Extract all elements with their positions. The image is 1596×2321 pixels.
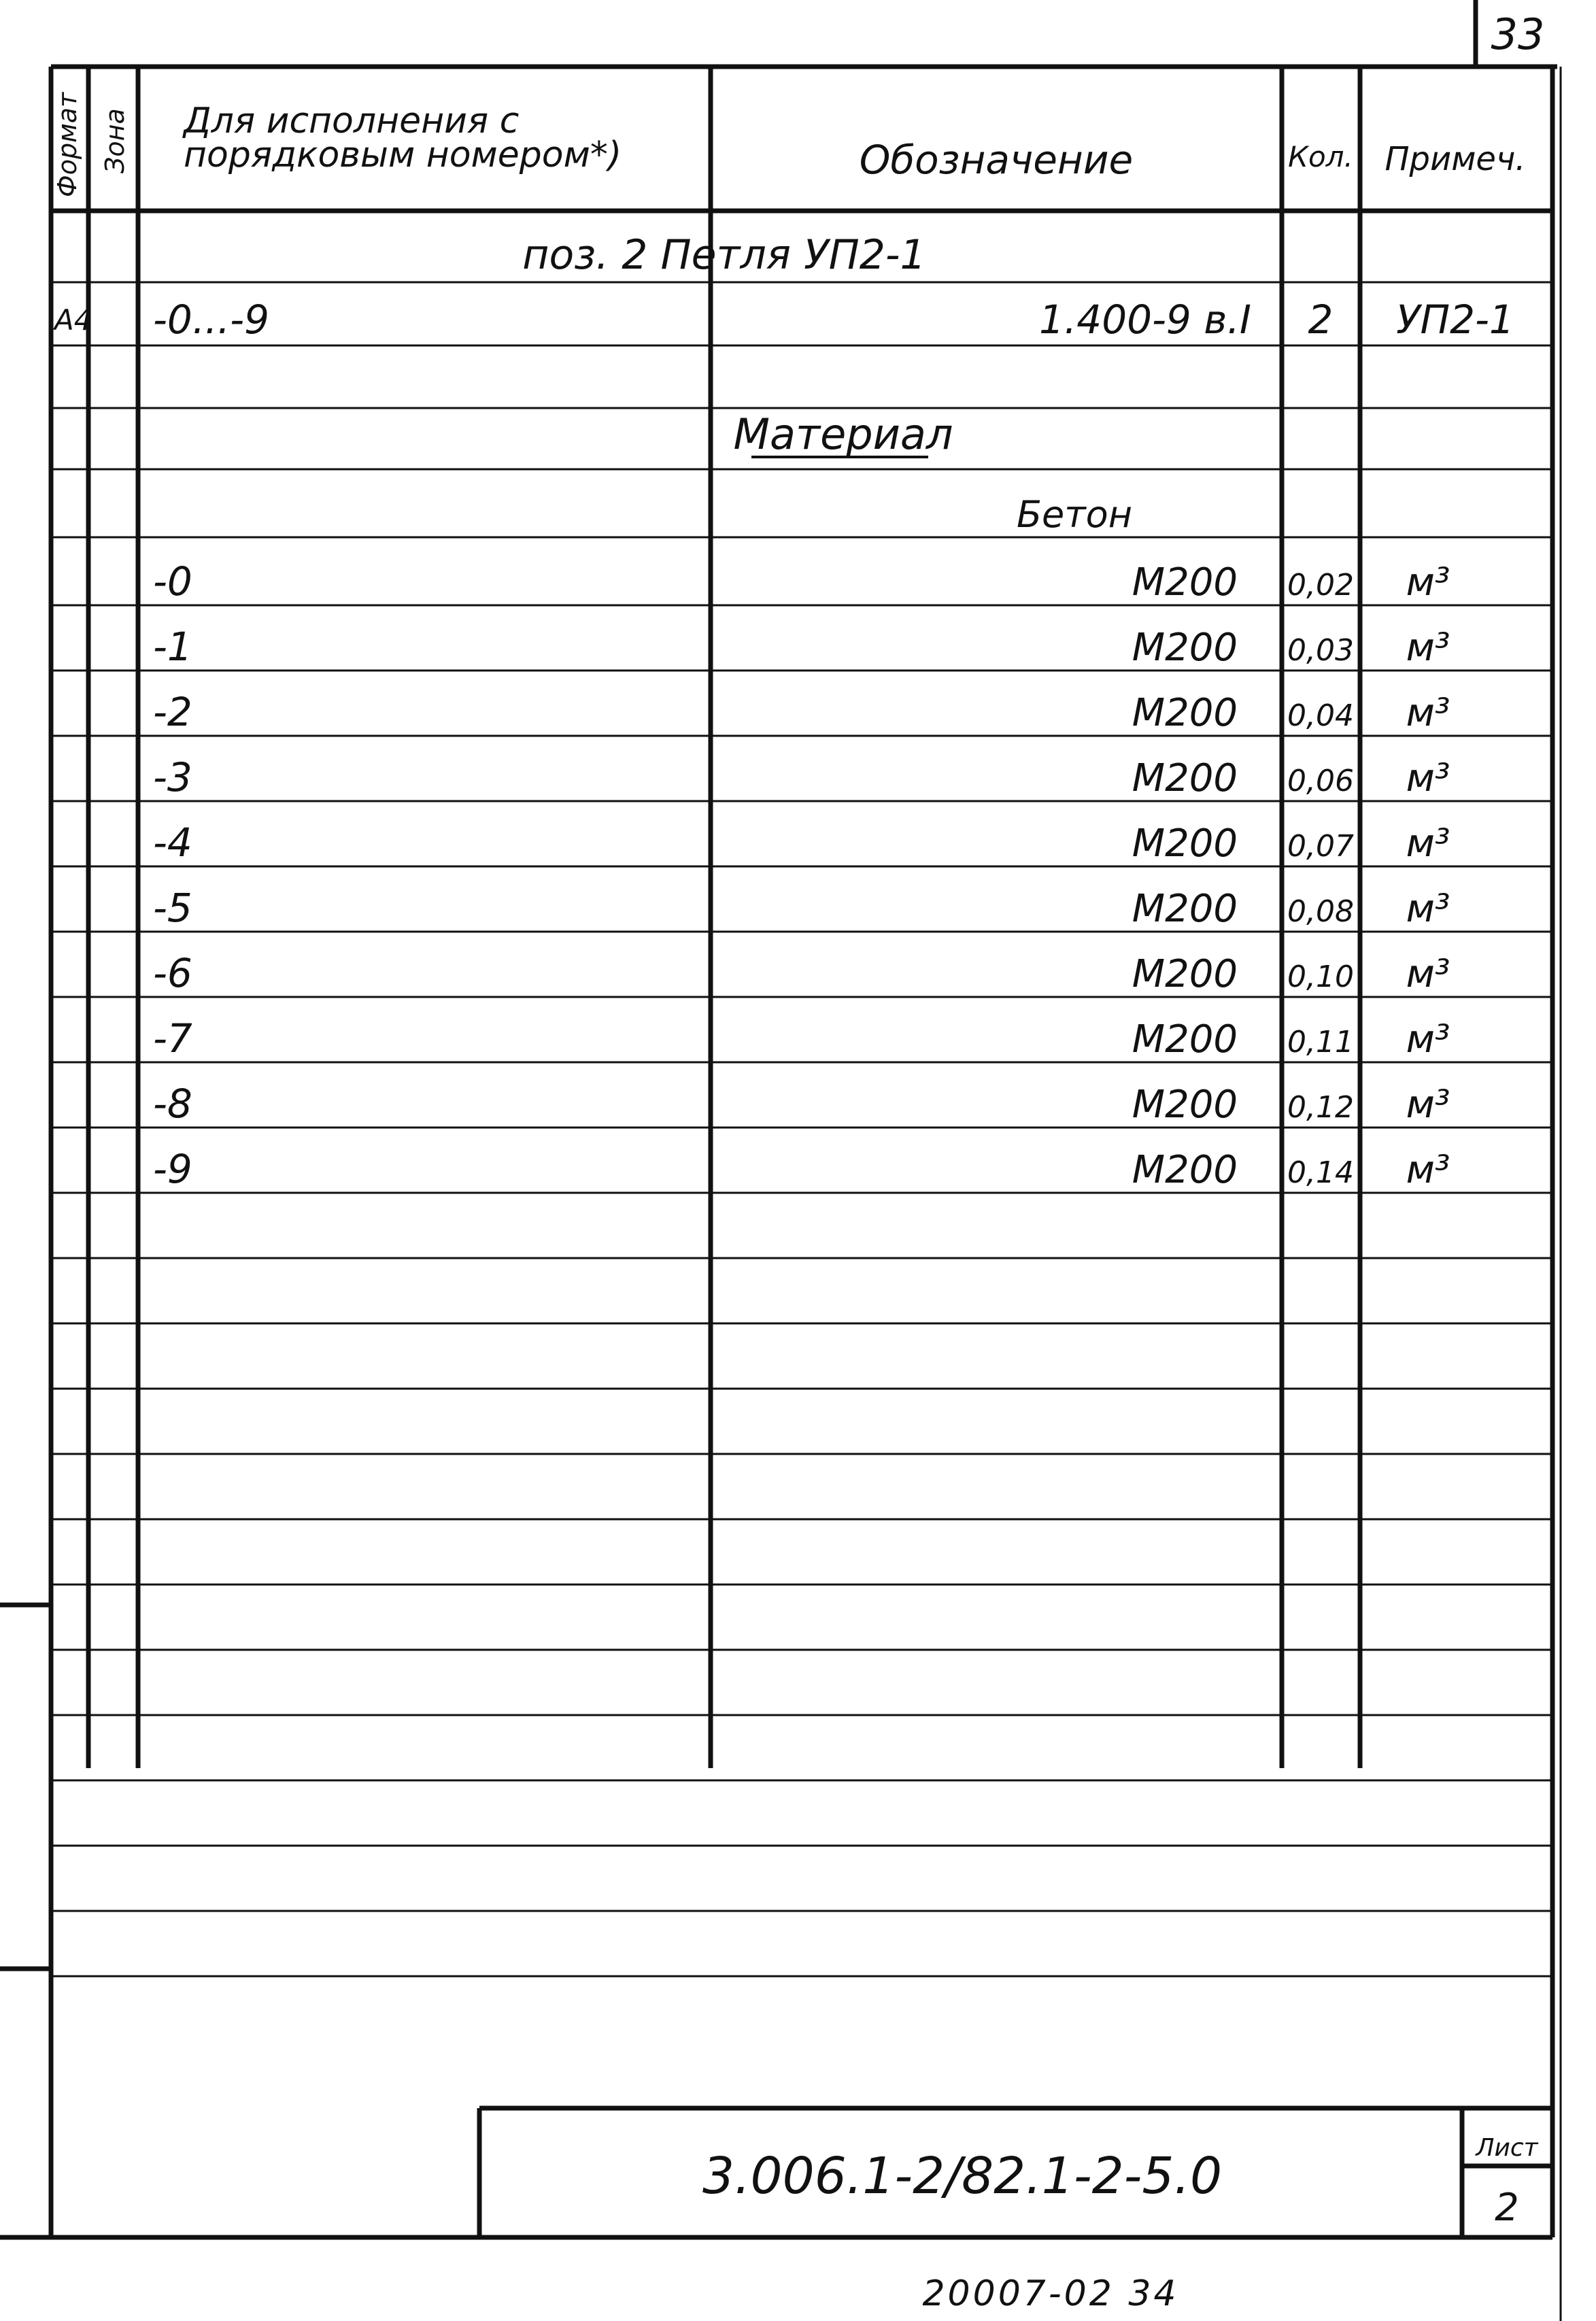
header-variant-line2: порядковым номером*)	[184, 135, 622, 175]
material-row-qty: 0,03	[1287, 633, 1354, 668]
sheet-number: 2	[1495, 2186, 1519, 2230]
material-row-variant: -8	[153, 1081, 192, 1127]
header-designation: Обозначение	[859, 137, 1134, 183]
material-row-designation: М200	[1132, 1017, 1238, 1062]
material-row-qty: 0,07	[1287, 829, 1354, 864]
material-row-designation: М200	[1132, 626, 1238, 670]
material-row	[153, 950, 1450, 996]
material-row-qty: 0,08	[1287, 894, 1354, 929]
header-qty: Кол.	[1288, 140, 1353, 173]
material-row-variant: -4	[153, 819, 192, 866]
material-row-note: м³	[1406, 560, 1450, 605]
material-row	[153, 819, 1450, 866]
section-title: поз. 2 Петля УП2-1	[522, 231, 926, 279]
material-row	[153, 558, 1450, 605]
header-format: Формат	[52, 92, 82, 197]
material-row-note: м³	[1406, 952, 1450, 996]
material-row-designation: М200	[1132, 691, 1238, 735]
corner-sheet-number: 33	[1491, 10, 1545, 59]
material-row-variant: -3	[153, 754, 192, 800]
material-row-designation: М200	[1132, 1148, 1238, 1192]
material-row	[153, 754, 1450, 800]
material-row-variant: -1	[153, 624, 192, 670]
material-row	[153, 624, 1450, 670]
material-row-variant: -0	[153, 558, 192, 605]
material-row-variant: -6	[153, 950, 192, 996]
material-row-note: м³	[1406, 1017, 1450, 1062]
document-code: 3.006.1-2/82.1-2-5.0	[702, 2147, 1223, 2205]
header-zone: Зона	[100, 108, 130, 173]
material-row-variant: -7	[153, 1015, 192, 1062]
main-row-qty: 2	[1308, 297, 1334, 343]
material-row	[153, 1146, 1450, 1192]
material-row-qty: 0,11	[1287, 1025, 1354, 1060]
material-row-designation: М200	[1132, 756, 1238, 800]
material-row-note: м³	[1406, 691, 1450, 735]
header-variant-line1: Для исполнения с	[184, 101, 520, 141]
sheet-label: Лист	[1476, 2134, 1538, 2162]
material-row	[153, 1015, 1450, 1062]
material-row-note: м³	[1406, 821, 1450, 866]
table-header	[52, 91, 1526, 197]
main-row	[52, 297, 1514, 343]
material-row-designation: М200	[1132, 1083, 1238, 1127]
material-row-qty: 0,10	[1287, 960, 1354, 994]
material-row-designation: М200	[1132, 560, 1238, 605]
material-row-note: м³	[1406, 887, 1450, 931]
main-row-variant: -0...-9	[153, 297, 269, 343]
main-row-format: А4	[54, 303, 92, 337]
footer-number: 20007-02 34	[922, 2273, 1179, 2314]
material-row-note: м³	[1406, 1083, 1450, 1127]
title-block	[479, 2108, 1552, 2237]
material-row-variant: -2	[153, 689, 192, 735]
material-heading-group	[733, 409, 1132, 536]
material-rows	[153, 558, 1450, 1192]
material-row-qty: 0,14	[1287, 1155, 1354, 1190]
material-row-note: м³	[1406, 756, 1450, 800]
material-row-qty: 0,12	[1287, 1090, 1354, 1125]
material-row-designation: М200	[1132, 887, 1238, 931]
material-row-variant: -5	[153, 885, 192, 931]
material-row-variant: -9	[153, 1146, 192, 1192]
main-row-designation: 1.400-9 в.I	[1038, 297, 1251, 343]
material-row-qty: 0,04	[1287, 698, 1354, 733]
material-row	[153, 1081, 1450, 1127]
material-row-designation: М200	[1132, 821, 1238, 866]
material-row-qty: 0,06	[1287, 764, 1354, 798]
main-row-note: УП2-1	[1396, 297, 1514, 343]
material-row-qty: 0,02	[1287, 568, 1354, 603]
material-heading: Материал	[733, 409, 953, 459]
material-row	[153, 689, 1450, 735]
material-subheading: Бетон	[1016, 493, 1133, 536]
material-row	[153, 885, 1450, 931]
material-row-note: м³	[1406, 1148, 1450, 1192]
header-note: Примеч.	[1385, 140, 1526, 178]
material-row-note: м³	[1406, 626, 1450, 670]
material-row-designation: М200	[1132, 952, 1238, 996]
